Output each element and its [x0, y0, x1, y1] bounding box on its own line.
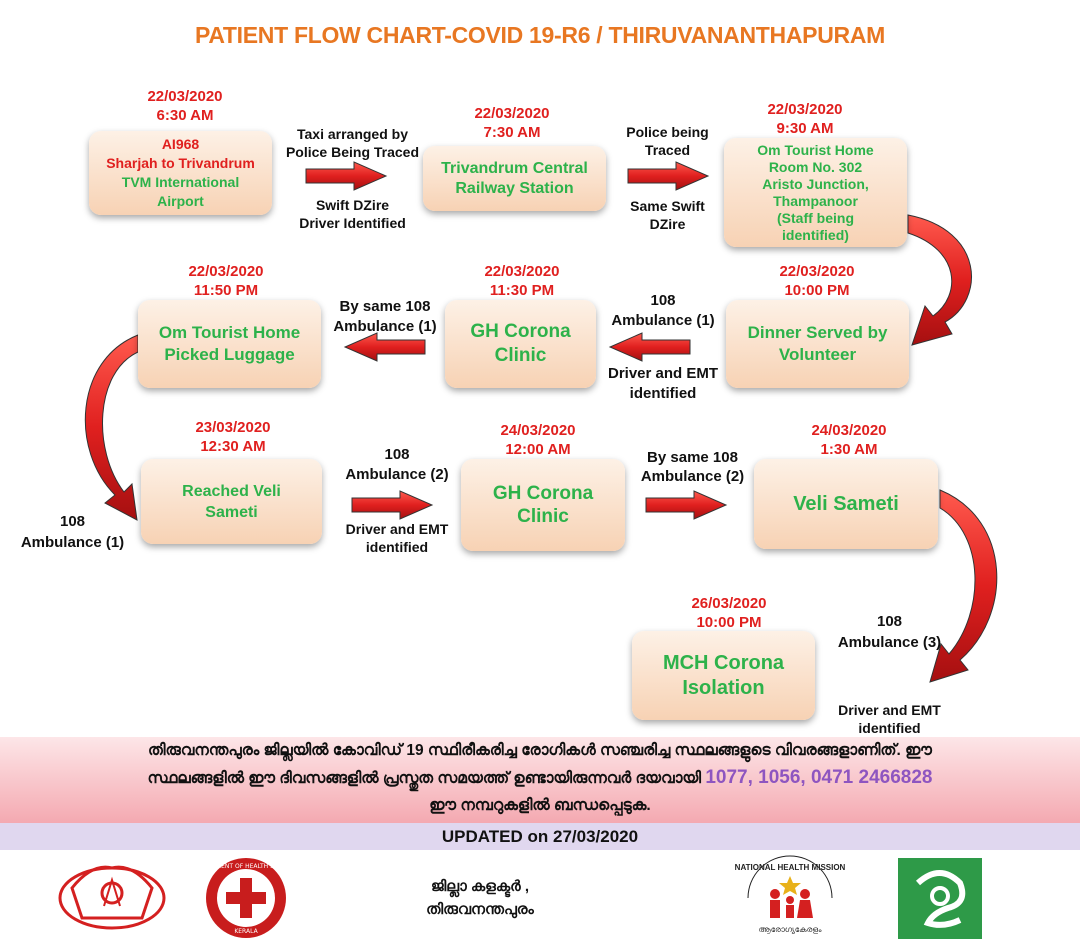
banner-line-3: ഈ നമ്പറുകളിൽ ബന്ധപ്പെടുക.: [429, 797, 651, 814]
transition-8-above: 108 Ambulance (3): [837, 613, 942, 651]
banner-line-2: സ്ഥലങ്ങളിൽ ഈ ദിവസങ്ങളിൽ പ്രസ്തുത സമയത്ത് ഉണ്ടായിരുന്നവർ ദയവായി 1077, 1056, 0471 2466828: [147, 767, 933, 788]
step-8-datetime: 24/03/2020 12:00 AM: [500, 422, 576, 458]
helpline-numbers: 1077, 1056, 0471 2466828: [705, 767, 933, 788]
transition-1-below: Swift DZire Driver Identified: [299, 197, 406, 231]
step-5-datetime: 22/03/2020 11:30 PM: [484, 263, 560, 299]
step-7-datetime: 23/03/2020 12:30 AM: [195, 419, 271, 455]
national-health-mission-logo: [735, 856, 846, 934]
transition-4-above: By same 108 Ambulance (1): [333, 298, 437, 335]
kerala-emblem-logo: [60, 867, 164, 928]
transition-8-below: Driver and EMT identified: [838, 702, 941, 736]
step-4-box: Dinner Served by Volunteer: [726, 300, 909, 388]
transition-1-above: Taxi arranged by Police Being Traced: [285, 126, 420, 160]
transition-3-above: 108 Ambulance (1): [611, 292, 715, 329]
step-2-box: Trivandrum Central Railway Station: [423, 146, 606, 211]
transition-5-label: 108 Ambulance (1): [20, 513, 125, 551]
transition-6-above: 108 Ambulance (2): [345, 446, 449, 483]
transition-6-below: Driver and EMT identified: [345, 521, 449, 555]
step-9-box: Veli Sameti: [754, 459, 938, 549]
step-8-box: GH Corona Clinic: [461, 459, 625, 551]
page-title: PATIENT FLOW CHART-COVID 19-R6 / THIRUVANANTHAPURAM: [194, 22, 886, 48]
transition-2-above: Police being Traced: [626, 124, 709, 158]
step-6-datetime: 22/03/2020 11:50 PM: [188, 263, 264, 299]
step-6-box: Om Tourist Home Picked Luggage: [138, 300, 321, 388]
step-9-datetime: 24/03/2020 1:30 AM: [811, 422, 887, 458]
step-10-datetime: 26/03/2020 10:00 PM: [691, 595, 767, 631]
dhs-logo-text: DEPARTMENT OF HEALTH SERVICES: [192, 863, 300, 870]
step-1-datetime: 22/03/2020 6:30 AM: [147, 88, 223, 124]
district-collector-label: ജില്ലാ കളക്ടർ , തിരുവനന്തപുരം: [426, 878, 534, 918]
transition-7-above: By same 108 Ambulance (2): [640, 449, 745, 485]
step-3-box: Om Tourist Home Room No. 302 Aristo Junction, Thampanoor (Staff being identified): [724, 138, 907, 247]
step-1-box: AI968 Sharjah to Trivandrum TVM International Airport: [89, 131, 272, 215]
step-10-box: MCH Corona Isolation: [632, 631, 815, 720]
updated-date: UPDATED on 27/03/2020: [0, 823, 1080, 850]
arogya-logo: [898, 858, 982, 939]
banner-line-1: തിരുവനന്തപുരം ജില്ലയിൽ കോവിഡ് 19 സ്ഥിരീകരിച്ച രോഗികൾ സഞ്ചരിച്ച സ്ഥലങ്ങളുടെ വിവരങ്ങളാണിത്. ഈ: [148, 742, 932, 759]
step-7-box: Reached Veli Sameti: [141, 459, 322, 544]
nhm-logo-sub: ആരോഗ്യകേരളം: [758, 925, 822, 934]
health-services-logo: [193, 858, 300, 938]
step-3-datetime: 22/03/2020 9:30 AM: [767, 101, 843, 137]
step-2-datetime: 22/03/2020 7:30 AM: [474, 105, 550, 141]
transition-2-below: Same Swift DZire: [630, 198, 705, 232]
transition-3-below: Driver and EMT identified: [607, 365, 719, 402]
dhs-logo-sub: KERALA: [234, 928, 258, 935]
step-5-box: GH Corona Clinic: [445, 300, 596, 388]
nhm-logo-text: NATIONAL HEALTH MISSION: [734, 863, 846, 872]
step-4-datetime: 22/03/2020 10:00 PM: [779, 263, 855, 299]
